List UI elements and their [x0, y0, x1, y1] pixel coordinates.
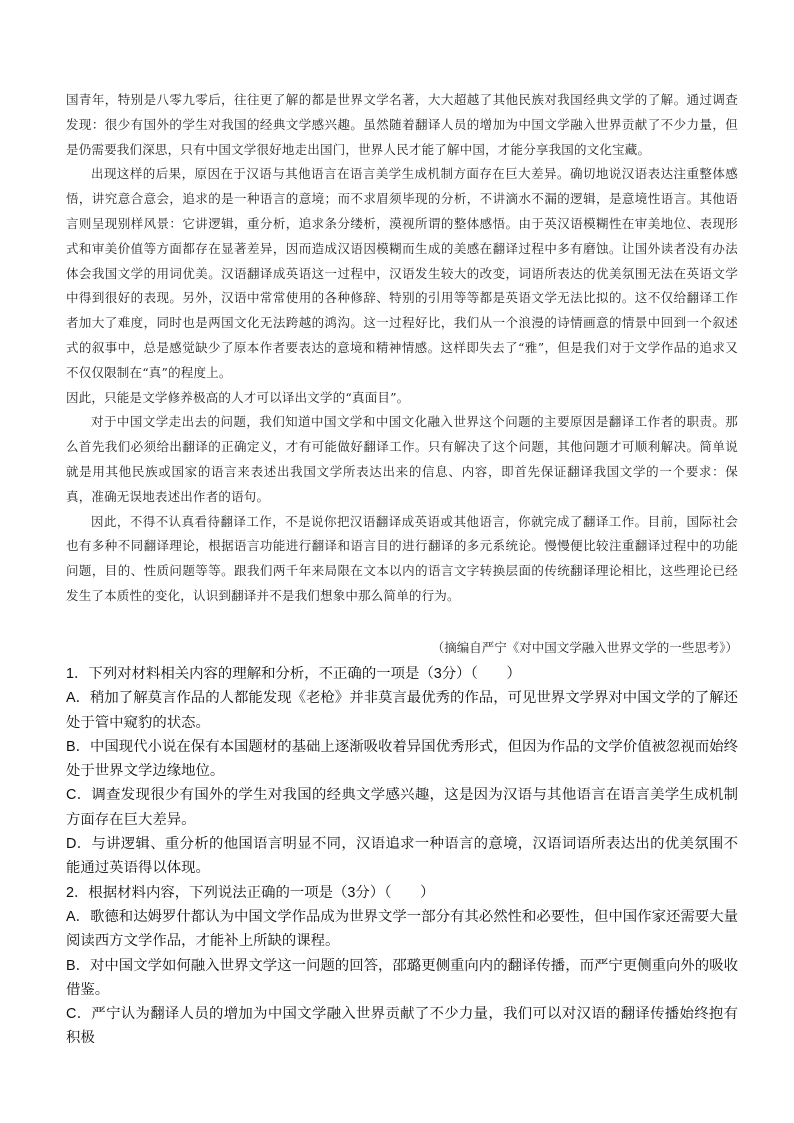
passage-paragraph-2-conclusion: 因此，只能是文学修养极高的人才可以译出文学的“真面目”。: [66, 389, 410, 405]
question-1-option-d: D．与讲逻辑、重分析的他国语言明显不同，汉语追求一种语言的意境，汉语词语所表达出的优美氛围不能通过英语得以体现。: [66, 836, 738, 877]
passage-source: （摘编自严宁《对中国文学融入世界文学的一些思考》）: [431, 640, 738, 655]
passage-paragraph-3: 对于中国文学走出去的问题，我们知道中国文学和中国文化融入世界这个问题的主要原因是翻译工作者的职责。那么首先我们必须给出翻译的正确定义，才有可能做好翻译工作。只有解决了这个问题，其他问题才可顺利解决。简单说就是用其他民族或国家的语言来表述出我国文学所表达出来的信息、内容，即首先保证翻译我国文学的一个要求：保真，准确无误地表述出作者的语句。: [66, 414, 738, 504]
question-1-option-b: B．中国现代小说在保有本国题材的基础上逐渐吸收着异国优秀形式，但因为作品的文学价值被忽视而始终处于世界文学边缘地位。: [66, 738, 738, 780]
passage-paragraph-1: 国青年，特别是八零九零后，往往更了解的都是世界文学名著，大大超越了其他民族对我国经典文学的了解。通过调查发现：很少有国外的学生对我国的经典文学感兴趣。虽然随着翻译人员的增加为中国文学融入世界贡献了不少力量，但是仍需要我们深思，只有中国文学很好地走出国门，世界人民才能了解中国，才能分享我国的文化宝藏。: [66, 92, 738, 157]
question-1-option-c: C．调查发现很少有国外的学生对我国的经典文学感兴趣，这是因为汉语与其他语言在语言美学生成机制方面存在巨大差异。: [66, 787, 738, 828]
questions-section: [66, 662, 738, 1051]
question-2-option-b: B．对中国文学如何融入世界文学这一问题的回答，邵璐更侧重向内的翻译传播，而严宁更侧重向外的吸收借鉴。: [66, 957, 738, 998]
question-2-option-c: C．严宁认为翻译人员的增加为中国文学融入世界贡献了不少力量，我们可以对汉语的翻译传播始终抱有积极: [66, 1006, 738, 1047]
question-1-stem: 1．下列对材料相关内容的理解和分析，不正确的一项是（3分）（ ）: [66, 666, 521, 682]
passage-paragraph-2: 出现这样的后果，原因在于汉语与其他语言在语言美学生成机制方面存在巨大差异。确切地说汉语表达注重整体感悟，讲究意合意会，追求的是一种语言的意境；而不求眉须毕现的分析，不讲滴水不漏的逻辑，是意境性语言。其他语言则呈现别样风景：它讲逻辑，重分析，追求条分缕析，漠视所谓的整体感悟。由于英汉语模糊性在审美地位、表现形式和审美价值等方面都存在显著差异，因而造成汉语因模糊而生成的美感在翻译过程中多有磨蚀。让国外读者没有办法体会我国文学的用词优美。汉语翻译成英语这一过程中，汉语发生较大的改变，词语所表达的优美氛围无法在英语文学中得到很好的表现。另外，汉语中常常使用的各种修辞、特别的引用等等都是英语文学无法比拟的。这不仅给翻译工作者加大了难度，同时也是两国文化无法跨越的鸿沟。这一过程好比，我们从一个浪漫的诗情画意的情景中回到一个叙述式的叙事中，总是感觉缺少了原本作者要表达的意境和精神情感。这样即失去了“雅”，但是我们对于文学作品的追求又不仅仅限制在“真”的程度上。: [66, 166, 738, 380]
question-1-option-a: A．稍加了解莫言作品的人都能发现《老枪》并非莫言最优秀的作品，可见世界文学界对中国文学的了解还处于管中窥豹的状态。: [66, 690, 738, 731]
question-2-option-a: A．歌德和达姆罗什都认为中国文学作品成为世界文学一部分有其必然性和必要性，但中国作家还需要大量阅读西方文学作品，才能补上所缺的课程。: [66, 908, 738, 950]
passage-paragraph-4: 因此，不得不认真看待翻译工作，不是说你把汉语翻译成英语或其他语言，你就完成了翻译工作。目前，国际社会也有多种不同翻译理论，根据语言功能进行翻译和语言目的进行翻译的多元系统论。慢慢便比较注重翻译过程中的功能问题，目的、性质问题等等。跟我们两千年来局限在文本以内的语言文字转换层面的传统翻译理论相比，这些理论已经发生了本质性的变化，认识到翻译并不是我们想象中那么简单的行为。: [66, 513, 738, 603]
question-2-stem: 2．根据材料内容，下列说法正确的一项是（3分）（ ）: [66, 884, 435, 901]
reading-passage: [66, 88, 738, 609]
